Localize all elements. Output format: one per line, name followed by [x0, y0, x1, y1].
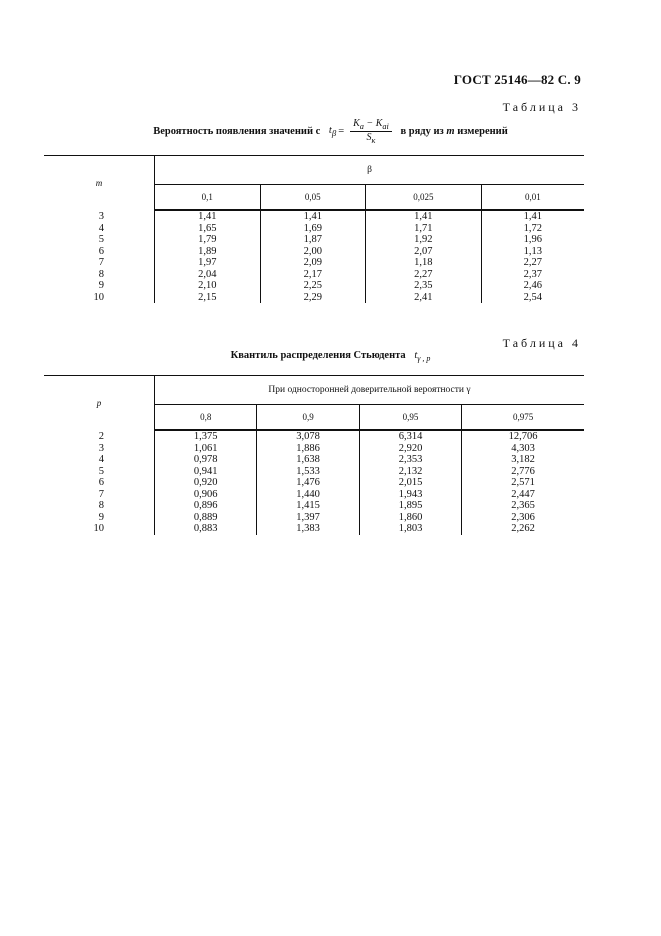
table3-cell: 1,41 [366, 210, 482, 223]
table3-cell: 1,87 [260, 234, 366, 246]
table3-row-label: 5 [98, 234, 104, 246]
table3-cell: 1,69 [260, 223, 366, 235]
table4-cell: 1,803 [359, 523, 461, 535]
table4-row-label: 4 [98, 454, 104, 466]
table4-caption: Квантиль распределения Стьюдента $t_{\gamma , p}$ [230, 350, 431, 364]
table4-cell: 1,533 [257, 466, 359, 478]
table4-cell: 1,440 [257, 489, 359, 501]
table-row [44, 210, 584, 223]
table4-cell: 0,906 [155, 489, 257, 501]
table4-cell: 2,262 [462, 523, 584, 535]
table4-cell: 0,889 [155, 512, 257, 524]
table3-cell: 2,17 [260, 269, 366, 281]
table3-row-header: m [44, 156, 155, 211]
table3-cell: 2,27 [366, 269, 482, 281]
table3-cell: 2,35 [366, 280, 482, 292]
table3-row-label: 6 [98, 245, 104, 257]
table3-row-label: 7 [98, 257, 104, 269]
table3-number: Таблица 3 [502, 100, 581, 114]
table4-cell: 1,886 [257, 443, 359, 455]
table4-row-label: 3 [98, 442, 104, 454]
table3-row-label: 3 [98, 210, 104, 222]
table3-cell: 2,00 [260, 246, 366, 258]
table-row [44, 246, 584, 258]
table3-cell: 1,13 [481, 246, 584, 258]
page-header: ГОСТ 25146—82 С. 9 [453, 72, 581, 87]
table3-cell: 1,92 [366, 234, 482, 246]
table4-row-label: 10 [93, 523, 104, 535]
table4-cell: 2,365 [462, 500, 584, 512]
table3-cell: 2,09 [260, 257, 366, 269]
formula-lhs: $t_\beta$ [328, 124, 337, 139]
table-row [44, 512, 584, 524]
table3-cell: 1,71 [366, 223, 482, 235]
table3-row-label: 4 [98, 222, 104, 234]
table4-cell: 1,895 [359, 500, 461, 512]
table3-cell: 1,72 [481, 223, 584, 235]
table3-cell: 1,41 [260, 210, 366, 223]
table3-row-label: 10 [93, 291, 104, 303]
table4-row-header: p [44, 376, 155, 431]
table-row [44, 430, 584, 443]
table3-caption-pre: Вероятность появления значений с [153, 125, 321, 137]
table4-col-header: 0,975 [462, 405, 584, 431]
table-row [44, 292, 584, 304]
table3-cell: 2,10 [155, 280, 261, 292]
table4-cell: 3,078 [257, 430, 359, 443]
table3-cell: 2,41 [366, 292, 482, 304]
table4-row-label: 6 [98, 477, 104, 489]
table4-row-label: 2 [98, 430, 104, 442]
table4-group-header: При односторонней доверительной вероятности γ [155, 376, 585, 405]
table3-cell: 2,54 [481, 292, 584, 304]
table3-col-header: 0,1 [155, 185, 261, 211]
table4-cell: 6,314 [359, 430, 461, 443]
table4-cell: 4,303 [462, 443, 584, 455]
table4-col-header: 0,95 [359, 405, 461, 431]
table4-cell: 2,132 [359, 466, 461, 478]
table3-cell: 2,04 [155, 269, 261, 281]
table4-cell: 0,920 [155, 477, 257, 489]
table3-cell: 2,29 [260, 292, 366, 304]
table4-cell: 2,571 [462, 477, 584, 489]
formula-fraction: $\frac{K_a - K_{ai}}{S_к}$ [350, 118, 392, 145]
table4-cell: 2,353 [359, 454, 461, 466]
table3-row-label: 9 [98, 280, 104, 292]
table3 [44, 155, 584, 303]
table4-cell: 0,883 [155, 523, 257, 535]
table-row [44, 477, 584, 489]
table-row [44, 280, 584, 292]
table4-cell: 2,306 [462, 512, 584, 524]
table3-cell: 1,96 [481, 234, 584, 246]
table4-cell: 0,896 [155, 500, 257, 512]
table-row [44, 489, 584, 501]
table4-cell: 1,638 [257, 454, 359, 466]
table4-cell: 12,706 [462, 430, 584, 443]
table4-cell: 1,415 [257, 500, 359, 512]
table4-row-label: 9 [98, 511, 104, 523]
table4-number: Таблица 4 [502, 336, 581, 350]
table4-cell: 1,397 [257, 512, 359, 524]
table3-col-header: 0,025 [366, 185, 482, 211]
table4-cell: 1,476 [257, 477, 359, 489]
table3-col-header: 0,05 [260, 185, 366, 211]
table-row [44, 500, 584, 512]
table4-cell: 2,776 [462, 466, 584, 478]
table-row [44, 523, 584, 535]
table4-cell: 1,943 [359, 489, 461, 501]
table3-cell: 1,18 [366, 257, 482, 269]
table4-col-header: 0,9 [257, 405, 359, 431]
table-row [44, 234, 584, 246]
table4-cell: 1,375 [155, 430, 257, 443]
table-row [44, 454, 584, 466]
table4-col-header: 0,8 [155, 405, 257, 431]
table3-cell: 1,65 [155, 223, 261, 235]
table3-cell: 2,46 [481, 280, 584, 292]
table3-col-header: 0,01 [481, 185, 584, 211]
table3-cell: 1,41 [481, 210, 584, 223]
table-row [44, 257, 584, 269]
table3-formula: $t_\beta$ = $\frac{K_a - K_{ai}}{S_к}$ [329, 118, 392, 145]
table3-cell: 2,25 [260, 280, 366, 292]
table3-cell: 1,79 [155, 234, 261, 246]
table4-row-label: 7 [98, 488, 104, 500]
table-row [44, 443, 584, 455]
table4-cell: 1,860 [359, 512, 461, 524]
table4-cell: 1,383 [257, 523, 359, 535]
table3-cell: 2,07 [366, 246, 482, 258]
table4-cell: 2,920 [359, 443, 461, 455]
table4-cell: 1,061 [155, 443, 257, 455]
table3-caption: Вероятность появления значений с $t_\beta$ = $\frac{K_a - K_{ai}}{S_к}$ в ряду из m измерений [153, 118, 508, 145]
table3-cell: 2,37 [481, 269, 584, 281]
table4-cell: 3,182 [462, 454, 584, 466]
table3-row-label: 8 [98, 268, 104, 280]
table4-cell: 0,941 [155, 466, 257, 478]
table4-cell: 0,978 [155, 454, 257, 466]
table4 [44, 375, 584, 535]
table4-cell: 2,015 [359, 477, 461, 489]
table3-cell: 2,15 [155, 292, 261, 304]
table-row [44, 269, 584, 281]
table4-caption-var: $t_{\gamma , p}$ [414, 350, 431, 364]
table3-cell: 1,89 [155, 246, 261, 258]
table-row [44, 466, 584, 478]
table4-row-label: 8 [98, 500, 104, 512]
table-row [44, 223, 584, 235]
table4-row-label: 5 [98, 465, 104, 477]
table3-cell: 1,41 [155, 210, 261, 223]
table3-cell: 1,97 [155, 257, 261, 269]
table4-cell: 2,447 [462, 489, 584, 501]
table3-cell: 2,27 [481, 257, 584, 269]
table3-group-header: β [155, 156, 585, 185]
